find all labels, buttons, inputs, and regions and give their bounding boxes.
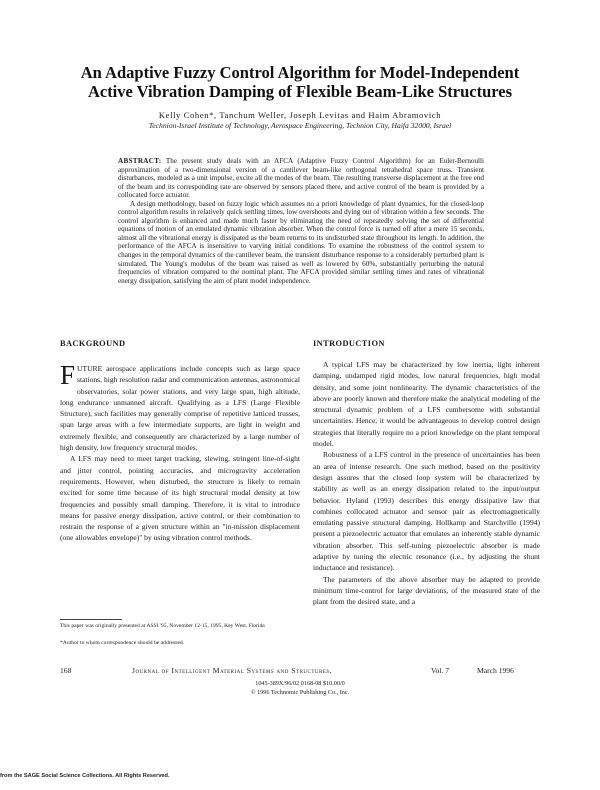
abstract-text-1: The present study deals with an AFCA (Adaptive Fuzzy Control Algorithm) for an Euler-Bernoulli approximation of a two-dimensional version of a cantilever beam-like orthogonal tetrahedral space truss. Transient disturbances, modeled as a unit impulse, excite all the modes of the beam. The resulting transverse displacement at the free end of the beam and its corresponding rate are observed by sensors placed there, and active control of the beam is provided by a collocated force actuator. [118, 157, 485, 200]
footnote-presentation: This paper was originally presented at ASSI '95, November 12-15, 1995, Key West, Florida [60, 623, 265, 629]
background-text-1: UTURE aerospace applications include concepts such as large space stations, high resolution radar and communication antennas, astronomical observatories, solar power stations, and very large span, high altitude, long endurance unmanned aircraft. Qualifying as a LFS (Large Flexible Structure), such facilities may generally comprise of repetitive latticed trusses, span large areas with a few intermediate supports, are light in weight and extremely flexible, and consequently are characterized by a large number of high density, low frequency structural modes. [60, 364, 300, 453]
introduction-heading: INTRODUCTION [313, 339, 385, 348]
journal-name: Journal of Intelligent Material Systems and Structures, [132, 666, 333, 675]
abstract-paragraph-2: A design methodology, based on fuzzy logic which assumes no a priori knowledge of plant dynamics, for the closed-loop control algorithm results in relatively quick settling times, low overshoots and dying out of vibration within a few seconds. The control algorithm is enhanced and made much faster by eliminating the need of repeatedly solving the set of differential equations of motion of an emulated dynamic vibration absorber. When the control force is turned off after a mere 15 seconds, almost all the vibrational energy is dissipated as the beam returns to its undisturbed state throughout its length. In addition, the performance of the AFCA is insensitive to varying initial conditions. To examine the robustness of the control system to changes in the temporal dynamics of the cantilever beam, the transient disturbance response to a considerably perturbed plant is simulated. The Young's modulus of the beam was raised as well as lowered by 60%, substantially perturbing the natural frequencies of vibration compared to the nominal plant. The AFCA provided similar settling times and rates of vibrational energy dissipation, satisfying the aim of plant model independence. [118, 199, 484, 285]
abstract-block [118, 157, 484, 285]
abstract-label: ABSTRACT: [118, 157, 162, 165]
title-line-1: An Adaptive Fuzzy Control Algorithm for Model-Independent [80, 63, 520, 82]
drop-cap: F [60, 360, 76, 390]
author-affiliation: Technion-Israel Institute of Technology, Aerospace Engineering, Technion City, Haifa 32000, Israel [148, 121, 452, 130]
background-paragraph-2: A LFS may need to meet target tracking, slewing, stringent line-of-sight and jitter control, pointing accuracies, and microgravity acceleration requirements. However, when disturbed, the structure is likely to remain excited for some time because of its high structural modal density at low frequencies and possibly small damping. Therefore, it is vital to introduce means for passive energy dissipation, active control, or their combination to restrain the response of a given structure within an "in-mission displacement (one allowables envelope)" by using vibration control methods. [60, 454, 300, 543]
copyright-line: © 1996 Technomic Publishing Co., Inc. [250, 689, 350, 696]
journal-volume: Vol. 7 [431, 666, 450, 675]
background-heading: BACKGROUND [60, 339, 126, 348]
author-list: Kelly Cohen*, Tanchum Weller, Joseph Levitas and Haim Abramovich [158, 110, 442, 120]
introduction-column [313, 359, 540, 608]
introduction-paragraph-2: Robustness of a LFS control in the presence of uncertainties has been an area of intense research. One such method, based on the positivity design assures that the closed loop system will be characterized by stability as well as an energy dissipation related to the input/output behavior. Hyland (1993) describes this energy dissipative law that combines collocated actuator and sensor pair as electromagnetically emulating passive structural damping. Hollkamp and Starchville (1994) present a piezoelectric actuator that emulates an inherently stable dynamic vibration absorber. This self-tuning piezoelectric absorber is made adaptive by tuning the electric resonance (i.e., by adjusting the shunt inductance and resistance). [313, 450, 540, 573]
introduction-paragraph-3: The parameters of the above absorber may be adapted to provide minimum time-control for large deviations, of the measured state of the plant from the desired state, and a [313, 574, 540, 607]
download-notice: from the SAGE Social Science Collections. All Rights Reserved. [0, 773, 170, 779]
background-column [60, 360, 300, 544]
title-line-2: Active Vibration Damping of Flexible Beam-Like Structures [87, 82, 513, 101]
introduction-paragraph-1: A typical LFS may be characterized by low inertia, light inherent damping, undamped rigid modes, low natural frequencies, high modal density, and some joint nonlinearity. The dynamic characteristics of the above are poorly known and therefore make the analytical modeling of the structural dynamic problem of a LFS cumbersome with substantial uncertainties. Hence, it would be advantageous to develop control design strategies that literally require no a priori knowledge on the plant temporal model. [313, 360, 540, 449]
background-paragraph-1 [60, 360, 300, 453]
footnote-divider [60, 619, 122, 620]
footnote-correspondence: *Author to whom correspondence should be addressed. [60, 640, 185, 646]
journal-date: March 1996 [477, 666, 514, 675]
page-number: 168 [60, 666, 72, 675]
paper-title [40, 63, 560, 101]
abstract-paragraph-1 [118, 157, 484, 200]
issn-line: 1045-389X/96/02 0168-08 $10.00/0 [255, 680, 345, 687]
